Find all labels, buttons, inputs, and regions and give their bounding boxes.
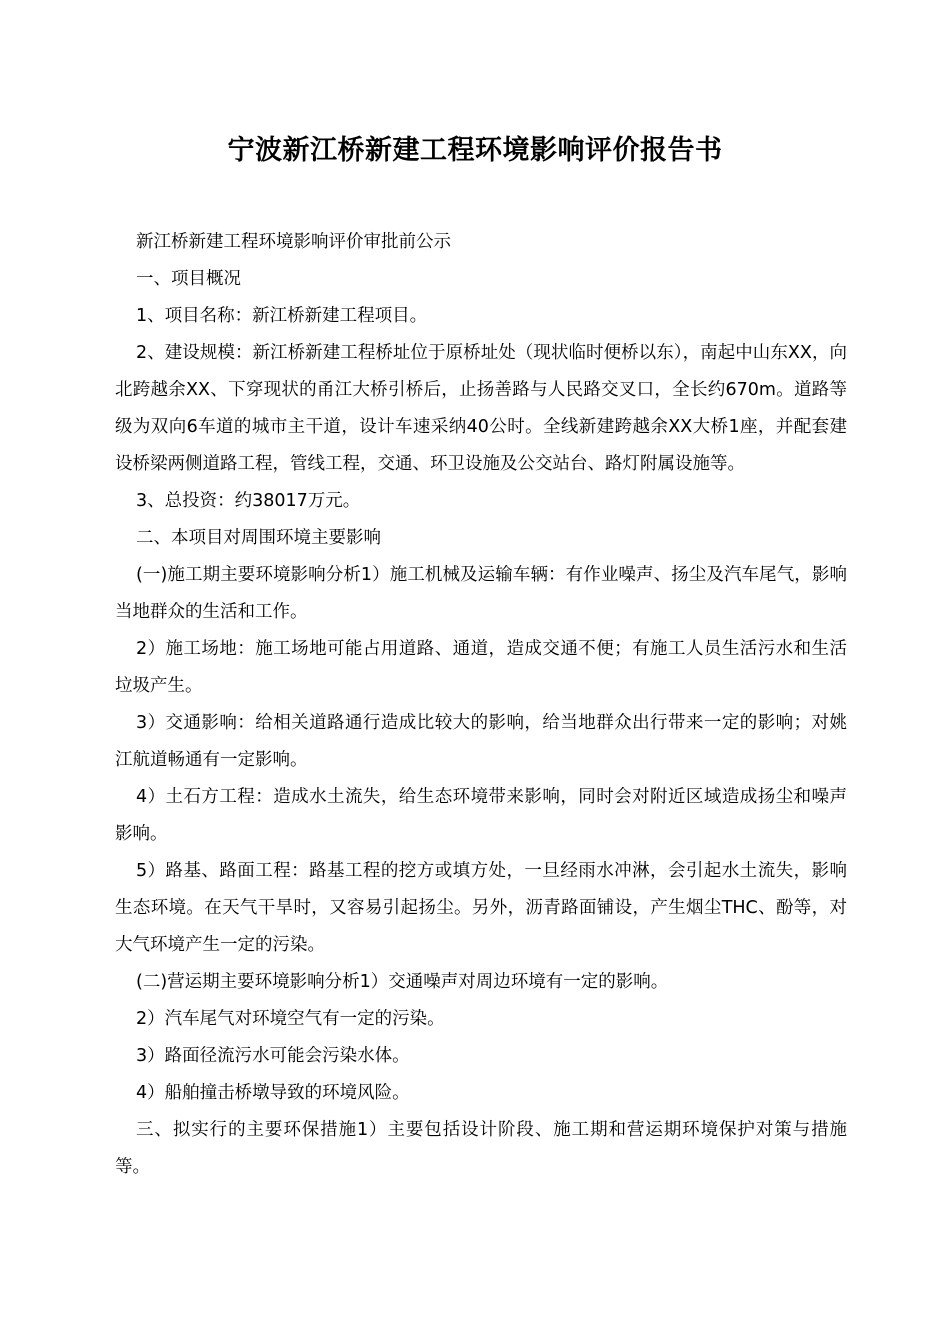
paragraph-operation-impact-1: (二)营运期主要环境影响分析1）交通噪声对周边环境有一定的影响。 <box>136 972 669 992</box>
paragraph-operation-impact-4: 4）船舶撞击桥墩导致的环境风险。 <box>136 1083 410 1103</box>
paragraph-construction-impact-2: 2）施工场地：施工场地可能占用道路、通道，造成交通不便；有施工人员生活污水和生活垃圾产生。 <box>115 639 847 696</box>
section-heading-impacts: 二、本项目对周围环境主要影响 <box>136 528 381 548</box>
section-heading-overview: 一、项目概况 <box>136 269 241 289</box>
document-title: 宁波新江桥新建工程环境影响评价报告书 <box>227 135 723 166</box>
paragraph-construction-impact-4: 4）土石方工程：造成水土流失，给生态环境带来影响，同时会对附近区域造成扬尘和噪声影响。 <box>115 787 847 844</box>
paragraph-mitigation-measures: 三、拟实行的主要环保措施1）主要包括设计阶段、施工期和营运期环境保护对策与措施等。 <box>115 1120 847 1177</box>
paragraph-construction-scale: 2、建设规模：新江桥新建工程桥址位于原桥址处（现状临时便桥以东），南起中山东XX，向北跨越余XX、下穿现状的甬江大桥引桥后，止扬善路与人民路交叉口，全长约670m。道路等级为双向6车道的城市主干道，设计车速采纳40公时。全线新建跨越余XX大桥1座，并配套建设桥梁两侧道路工程，管线工程，交通、环卫设施及公交站台、路灯附属设施等。 <box>115 343 847 474</box>
paragraph-construction-impact-5: 5）路基、路面工程：路基工程的挖方或填方处，一旦经雨水冲淋，会引起水土流失，影响生态环境。在天气干旱时，又容易引起扬尘。另外，沥青路面铺设，产生烟尘THC、酚等，对大气环境产生一定的污染。 <box>115 861 847 955</box>
paragraph-construction-impact-3: 3）交通影响：给相关道路通行造成比较大的影响，给当地群众出行带来一定的影响；对姚江航道畅通有一定影响。 <box>115 713 847 770</box>
paragraph-operation-impact-3: 3）路面径流污水可能会污染水体。 <box>136 1046 410 1066</box>
document-body <box>115 224 847 1186</box>
paragraph-notice-heading: 新江桥新建工程环境影响评价审批前公示 <box>136 232 451 252</box>
paragraph-total-investment: 3、总投资：约38017万元。 <box>136 491 361 511</box>
paragraph-construction-impact-1: (一)施工期主要环境影响分析1）施工机械及运输车辆：有作业噪声、扬尘及汽车尾气，影响当地群众的生活和工作。 <box>115 565 847 622</box>
paragraph-project-name: 1、项目名称：新江桥新建工程项目。 <box>136 306 428 326</box>
paragraph-operation-impact-2: 2）汽车尾气对环境空气有一定的污染。 <box>136 1009 445 1029</box>
